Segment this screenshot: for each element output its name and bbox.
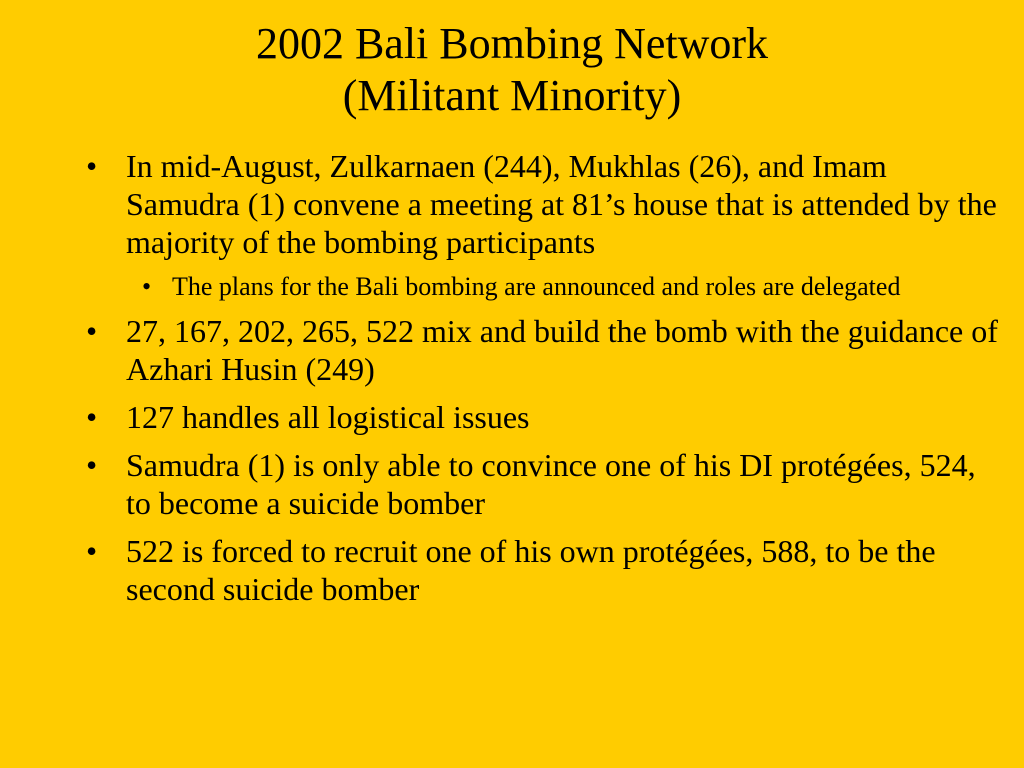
bullet-icon: • [86, 533, 98, 569]
bullet-item [86, 147, 998, 302]
bullet-icon: • [86, 399, 98, 435]
bullet-icon: • [86, 313, 98, 349]
bullet-text: 127 handles all logistical issues [126, 399, 530, 435]
bullet-icon: • [86, 447, 98, 483]
bullet-text: 27, 167, 202, 265, 522 mix and build the bomb with the guidance of Azhari Husin (249) [126, 313, 998, 387]
bullet-item [86, 312, 998, 388]
bullet-icon: • [86, 148, 98, 184]
bullet-text: Samudra (1) is only able to convince one of his DI protégées, 524, to become a suicide bomber [126, 447, 976, 521]
bullet-item [86, 398, 998, 436]
slide-title-line-1: 2002 Bali Bombing Network [255, 19, 769, 68]
bullet-item [86, 446, 998, 522]
sub-bullet-item [126, 271, 998, 302]
sub-bullet-list [126, 271, 998, 302]
bullet-item [86, 532, 998, 608]
sub-bullet-text: The plans for the Bali bombing are announced and roles are delegated [172, 272, 901, 301]
bullet-list [86, 147, 998, 618]
bullet-text: In mid-August, Zulkarnaen (244), Mukhlas (26), and Imam Samudra (1) convene a meeting at 81’s house that is attended by the majority of the bombing participants [126, 148, 997, 260]
slide-title [0, 18, 1024, 122]
bullet-icon: • [142, 272, 152, 301]
bullet-text: 522 is forced to recruit one of his own protégées, 588, to be the second suicide bomber [126, 533, 936, 607]
slide-title-line-2: (Militant Minority) [342, 71, 682, 120]
